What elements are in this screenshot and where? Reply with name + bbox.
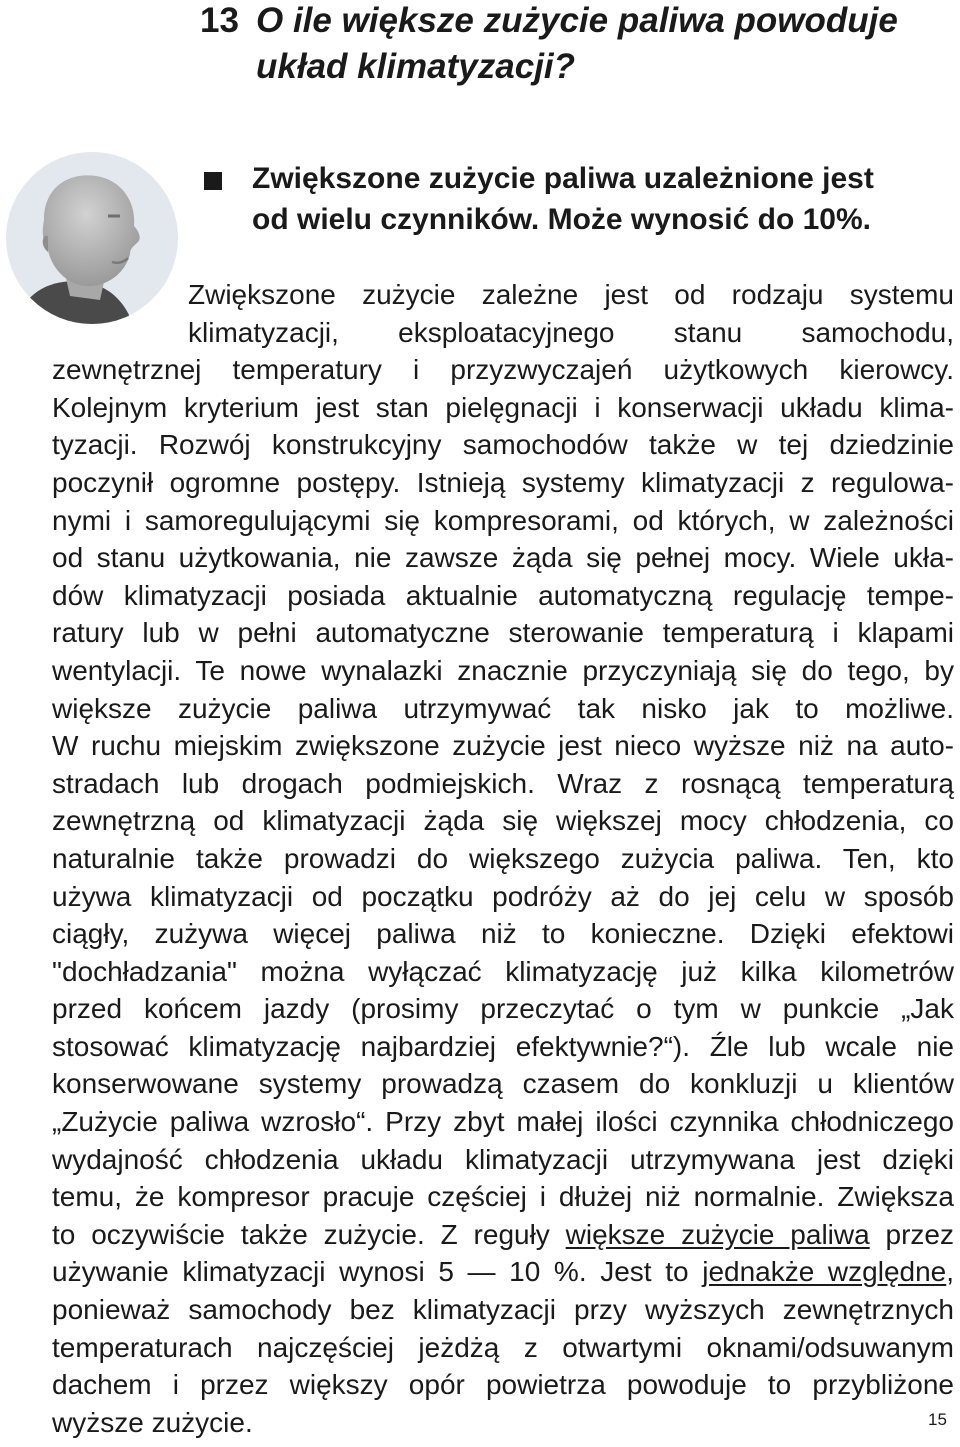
body-line: dachem i przez większy opór powietrza powoduje to przybliżone xyxy=(52,1369,954,1401)
section-number: 13 xyxy=(200,1,239,40)
body-line: zewnętrznej temperatury i przyzwyczajeń użytkowych kierowcy. xyxy=(52,354,954,386)
summary-bullet xyxy=(252,158,942,240)
page-number: 15 xyxy=(928,1410,947,1429)
body-line xyxy=(52,1253,954,1291)
body-line: dów klimatyzacji posiada aktualnie automatyczną regulację tempe- xyxy=(52,579,954,611)
body-line: większe zużycie paliwa utrzymywać tak nisko jak to możliwe. xyxy=(52,692,954,724)
body-line: Kolejnym kryterium jest stan pielęgnacji i konserwacji układu klima- xyxy=(52,391,954,423)
body-text-run: to oczywiście także zużycie. Z reguły xyxy=(52,1218,550,1250)
body-line: wyższe zużycie. xyxy=(52,1406,253,1438)
body-line: temu, że kompresor pracuje częściej i dłużej niż normalnie. Zwiększa xyxy=(52,1181,954,1213)
body-line: tyzacji. Rozwój konstrukcyjny samochodów także w tej dziedzinie xyxy=(52,429,954,461)
summary-line-1: Zwiększone zużycie paliwa uzależnione jest xyxy=(252,162,874,195)
body-line: stosować klimatyzację najbardziej efektywnie?“). Źle lub wcale nie xyxy=(52,1030,954,1062)
body-line: stradach lub drogach podmiejskich. Wraz z rosnącą temperaturą xyxy=(52,767,954,799)
body-line: wentylacji. Te nowe wynalazki znacznie przyczyniają się do tego, by xyxy=(52,654,954,686)
body-line: „Zużycie paliwa wzrosło“. Przy zbyt małej ilości czynnika chłodniczego xyxy=(52,1106,954,1138)
heading-text-1: O ile większe zużycie paliwa powoduje xyxy=(256,1,898,40)
body-text-run: używanie klimatyzacji wynosi 5 — 10 %. Jest to xyxy=(52,1256,689,1288)
heading-line-2: układ klimatyzacji? xyxy=(256,47,576,86)
body-line: od stanu użytkowania, nie zawsze żąda się pełnej mocy. Wiele ukła- xyxy=(52,542,954,574)
body-line: konserwowane systemy prowadzą czasem do konkluzji u klientów xyxy=(52,1068,954,1100)
body-line: przed końcem jazdy (prosimy przeczytać o tym w punkcie „Jak xyxy=(52,993,954,1025)
section-heading xyxy=(200,0,940,90)
body-line: ratury lub w pełni automatyczne sterowanie temperaturą i klapami xyxy=(52,617,954,649)
body-paragraph xyxy=(52,276,954,1441)
body-line: nymi i samoregulującymi się kompresorami, od których, w zależności xyxy=(52,504,954,536)
body-line: temperaturach najczęściej jeżdżą z otwartymi oknami/odsuwanym xyxy=(52,1331,954,1363)
body-line: poczynił ogromne postępy. Istnieją systemy klimatyzacji z regulowa- xyxy=(52,466,954,498)
body-line: wydajność chłodzenia układu klimatyzacji utrzymywana jest dzięki xyxy=(52,1143,954,1175)
body-line: ponieważ samochody bez klimatyzacji przy wyższych zewnętrznych xyxy=(52,1294,954,1326)
body-line: ciągły, zużywa więcej paliwa niż to konieczne. Dzięki efektowi xyxy=(52,918,954,950)
body-line: W ruchu miejskim zwiększone zużycie jest nieco wyższe niż na auto- xyxy=(52,730,954,762)
body-line: zewnętrzną od klimatyzacji żąda się większej mocy chłodzenia, co xyxy=(52,805,954,837)
body-line: używa klimatyzacji od początku podróży aż do jej celu w sposób xyxy=(52,880,954,912)
body-text-run: , xyxy=(946,1256,955,1288)
heading-line-1 xyxy=(200,0,940,44)
underlined-phrase: jednakże względne xyxy=(702,1256,947,1288)
body-line: naturalnie także prowadzi do większego zużycia paliwa. Ten, kto xyxy=(52,842,954,874)
bullet-square-icon xyxy=(204,172,222,190)
underlined-phrase: większe zużycie paliwa xyxy=(565,1218,870,1250)
summary-line-2: od wielu czynników. Może wynosić do 10%. xyxy=(252,203,871,236)
body-line xyxy=(52,1216,954,1254)
body-text-run: przez xyxy=(885,1218,954,1250)
body-line: Zwiększone zużycie zależne jest od rodzaju systemu xyxy=(188,279,954,310)
body-line: klimatyzacji, eksploatacyjnego stanu samochodu, xyxy=(188,316,954,348)
body-line: "dochładzania" można wyłączać klimatyzację już kilka kilometrów xyxy=(52,955,954,987)
